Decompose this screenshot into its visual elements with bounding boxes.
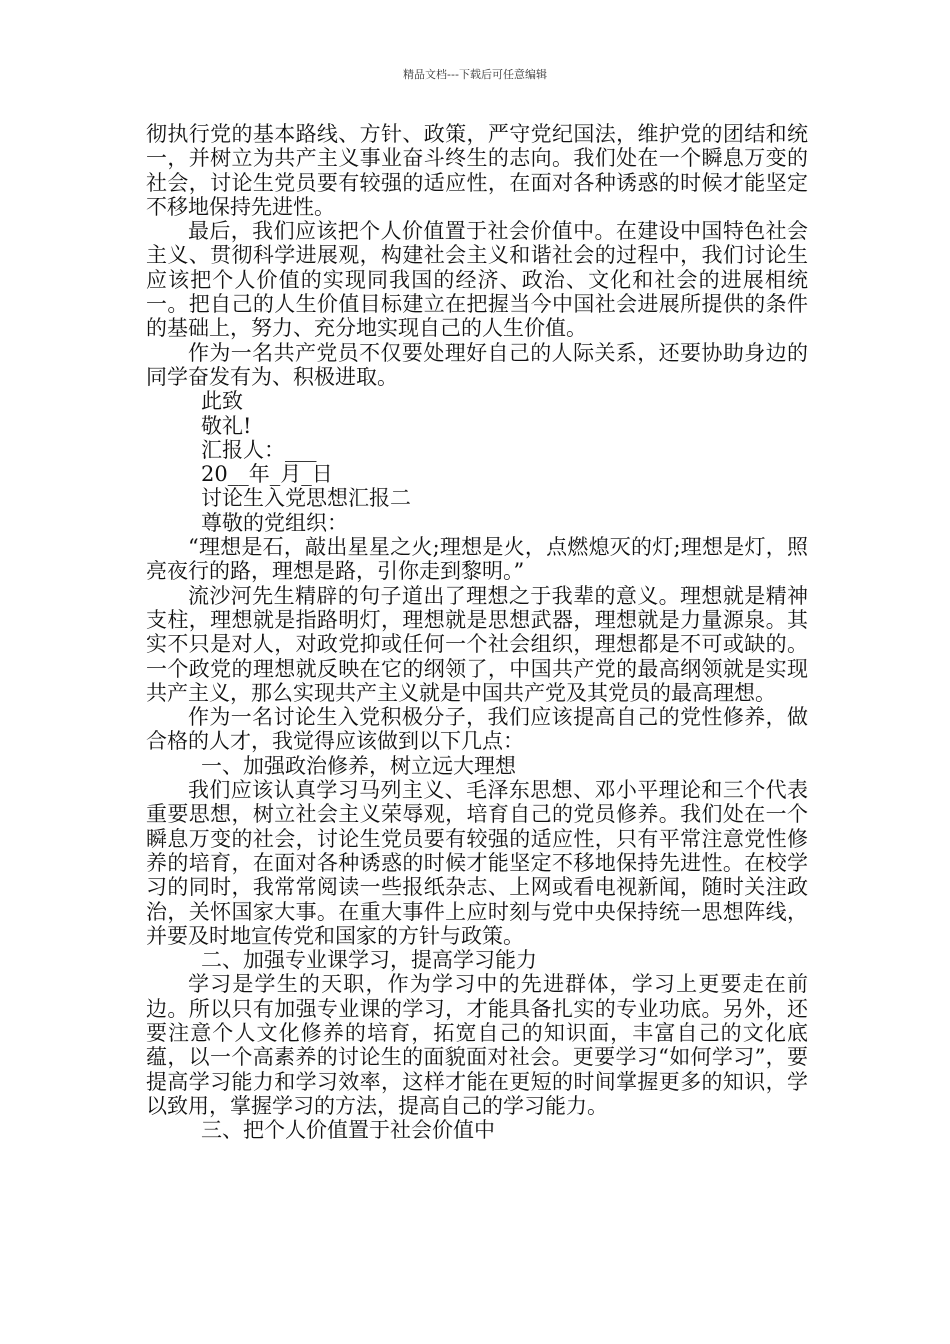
quote-paragraph: “理想是石，敲出星星之火;理想是火，点燃熄灭的灯;理想是灯，照亮夜行的路，理想是路，引你走到黎明。” (146, 535, 808, 584)
section-title: 讨论生入党思想汇报二 (201, 486, 411, 511)
section-heading: 二、加强专业课学习，提高学习能力 (201, 948, 537, 973)
reporter-line: 汇报人：___ (201, 437, 317, 462)
paragraph: 作为一名共产党员不仅要处理好自己的人际关系，还要协助身边的同学奋发有为、积极进取。 (146, 340, 808, 389)
paragraph: 学习是学生的天职，作为学习中的先进群体，学习上更要走在前边。所以只有加强专业课的学习，才能具备扎实的专业功底。另外，还要注意个人文化修养的培育，拓宽自己的知识面，丰富自己的文化底蕴，以一个高素养的讨论生的面貌面对社会。更要学习“如何学习”，要提高学习能力和学习效率，这样才能在更短的时间掌握更多的知识，学以致用，掌握学习的方法，提高自己的学习能力。 (146, 972, 808, 1118)
paragraph: 流沙河先生精辟的句子道出了理想之于我辈的意义。理想就是精神支柱，理想就是指路明灯，理想就是思想武器，理想就是力量源泉。其实不只是对人，对政党抑或任何一个社会组织，理想都是不可或缺的。一个政党的理想就反映在它的纲领了，中国共产党的最高纲领就是实现共产主义，那么实现共产主义就是中国共产党及其党员的最高理想。 (146, 583, 808, 705)
paragraph: 我们应该认真学习马列主义、毛泽东思想、邓小平理论和三个代表重要思想，树立社会主义荣辱观，培育自己的党员修养。我们处在一个瞬息万变的社会，讨论生党员要有较强的适应性，只有平常注意党性修养的培育，在面对各种诱惑的时候才能坚定不移地保持先进性。在校学习的同时，我常常阅读一些报纸杂志、上网或看电视新闻，随时关注政治，关怀国家大事。在重大事件上应时刻与党中央保持统一思想阵线，并要及时地宣传党和国家的方针与政策。 (146, 778, 808, 948)
paragraph: 作为一名讨论生入党积极分子，我们应该提高自己的党性修养，做合格的人才，我觉得应该做到以下几点： (146, 705, 808, 754)
closing-salutation: 敬礼! (201, 413, 252, 438)
section-heading: 三、把个人价值置于社会价值中 (201, 1118, 495, 1143)
document-body (146, 122, 808, 1142)
closing-salutation: 此致 (201, 389, 243, 414)
document-header: 精品文档---下载后可任意编辑 (403, 68, 547, 81)
section-heading: 一、加强政治修养，树立远大理想 (201, 753, 516, 778)
paragraph: 彻执行党的基本路线、方针、政策，严守党纪国法，维护党的团结和统一，并树立为共产主义事业奋斗终生的志向。我们处在一个瞬息万变的社会，讨论生党员要有较强的适应性，在面对各种诱惑的时候才能坚定不移地保持先进性。 (146, 122, 808, 219)
greeting: 尊敬的党组织： (201, 510, 348, 535)
paragraph: 最后，我们应该把个人价值置于社会价值中。在建设中国特色社会主义、贯彻科学进展观，构建社会主义和谐社会的过程中，我们讨论生应该把个人价值的实现同我国的经济、政治、文化和社会的进展相统一。把自己的人生价值目标建立在把握当今中国社会进展所提供的条件的基础上，努力、充分地实现自己的人生价值。 (146, 219, 808, 341)
date-line: 20__年_月_日 (201, 462, 333, 487)
